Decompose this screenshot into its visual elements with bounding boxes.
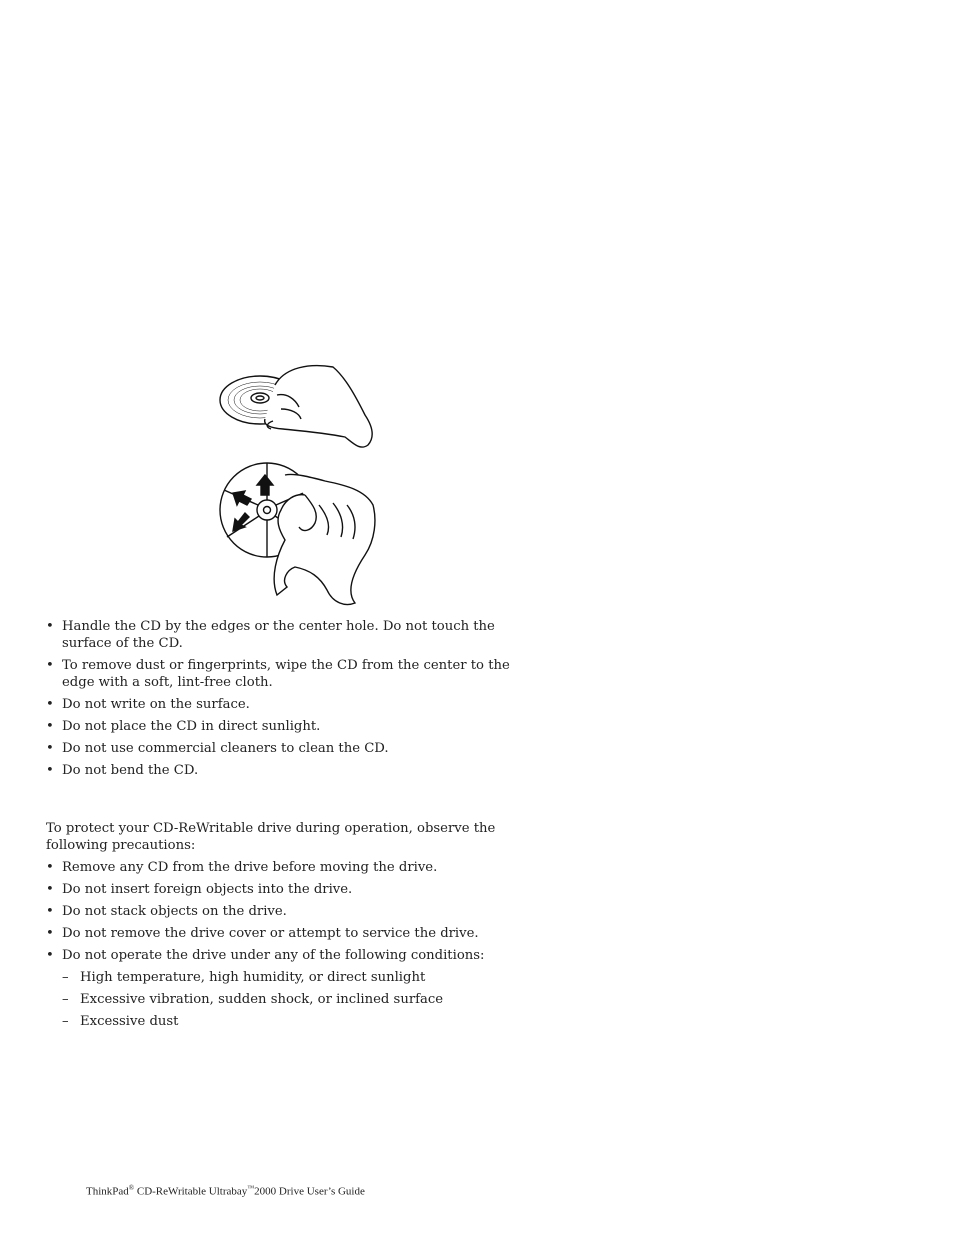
list-item-text: Do not bend the CD. — [62, 763, 199, 778]
hand-holding-cd-illustration — [220, 366, 372, 448]
list-item — [46, 718, 546, 735]
list-item-text: Do not insert foreign objects into the drive. — [62, 882, 353, 897]
sub-list-item — [62, 1013, 546, 1030]
trademark-mark: ™ — [247, 1184, 255, 1192]
bullet: • — [46, 741, 54, 756]
cd-handling-illustration — [215, 355, 385, 610]
list-item-text: Remove any CD from the drive before moving the drive. — [62, 860, 438, 875]
bullet: • — [46, 882, 54, 897]
list-item — [46, 947, 546, 1030]
drive-precautions-intro: To protect your CD-ReWritable drive during operation, observe the following precautions: — [46, 821, 496, 853]
hand-wiping-cd-illustration — [220, 463, 375, 604]
list-item — [46, 859, 546, 876]
list-item-text: Handle the CD by the edges or the center hole. Do not touch the surface of the CD. — [62, 619, 495, 651]
list-item-text: Do not write on the surface. — [62, 697, 250, 712]
bullet: • — [46, 697, 54, 712]
dash: – — [62, 1014, 69, 1029]
list-item — [46, 696, 546, 713]
cd-handling-list — [46, 618, 546, 784]
footer-brand: ThinkPad — [86, 1185, 129, 1198]
bullet: • — [46, 860, 54, 875]
dash: – — [62, 992, 69, 1007]
footer-product: CD-ReWritable Ultrabay — [134, 1185, 248, 1198]
list-item — [46, 657, 546, 691]
list-item-text: Do not operate the drive under any of the following conditions: — [62, 948, 485, 963]
bullet: • — [46, 948, 54, 963]
sub-list-item — [62, 991, 546, 1008]
list-item-text: Do not place the CD in direct sunlight. — [62, 719, 321, 734]
list-item-text: Do not stack objects on the drive. — [62, 904, 287, 919]
registered-mark: ® — [128, 1184, 135, 1192]
bullet: • — [46, 719, 54, 734]
list-item — [46, 925, 546, 942]
bullet: • — [46, 904, 54, 919]
list-item-text: Do not remove the drive cover or attempt to service the drive. — [62, 926, 479, 941]
page-footer — [86, 1184, 365, 1198]
list-item — [46, 903, 546, 920]
operating-conditions-list — [62, 969, 546, 1030]
list-item — [46, 618, 546, 652]
footer-rest: 2000 Drive User’s Guide — [254, 1185, 365, 1198]
bullet: • — [46, 658, 54, 673]
sub-list-item-text: Excessive vibration, sudden shock, or inclined surface — [80, 992, 444, 1007]
list-item — [46, 762, 546, 779]
bullet: • — [46, 763, 54, 778]
list-item — [46, 740, 546, 757]
list-item — [46, 881, 546, 898]
bullet: • — [46, 619, 54, 634]
dash: – — [62, 970, 69, 985]
sub-list-item-text: Excessive dust — [80, 1014, 179, 1029]
sub-list-item — [62, 969, 546, 986]
bullet: • — [46, 926, 54, 941]
list-item-text: To remove dust or fingerprints, wipe the CD from the center to the edge with a soft, lint-free cloth. — [62, 658, 510, 690]
list-item-text: Do not use commercial cleaners to clean the CD. — [62, 741, 389, 756]
sub-list-item-text: High temperature, high humidity, or direct sunlight — [80, 970, 426, 985]
drive-precautions-list — [46, 859, 546, 1035]
